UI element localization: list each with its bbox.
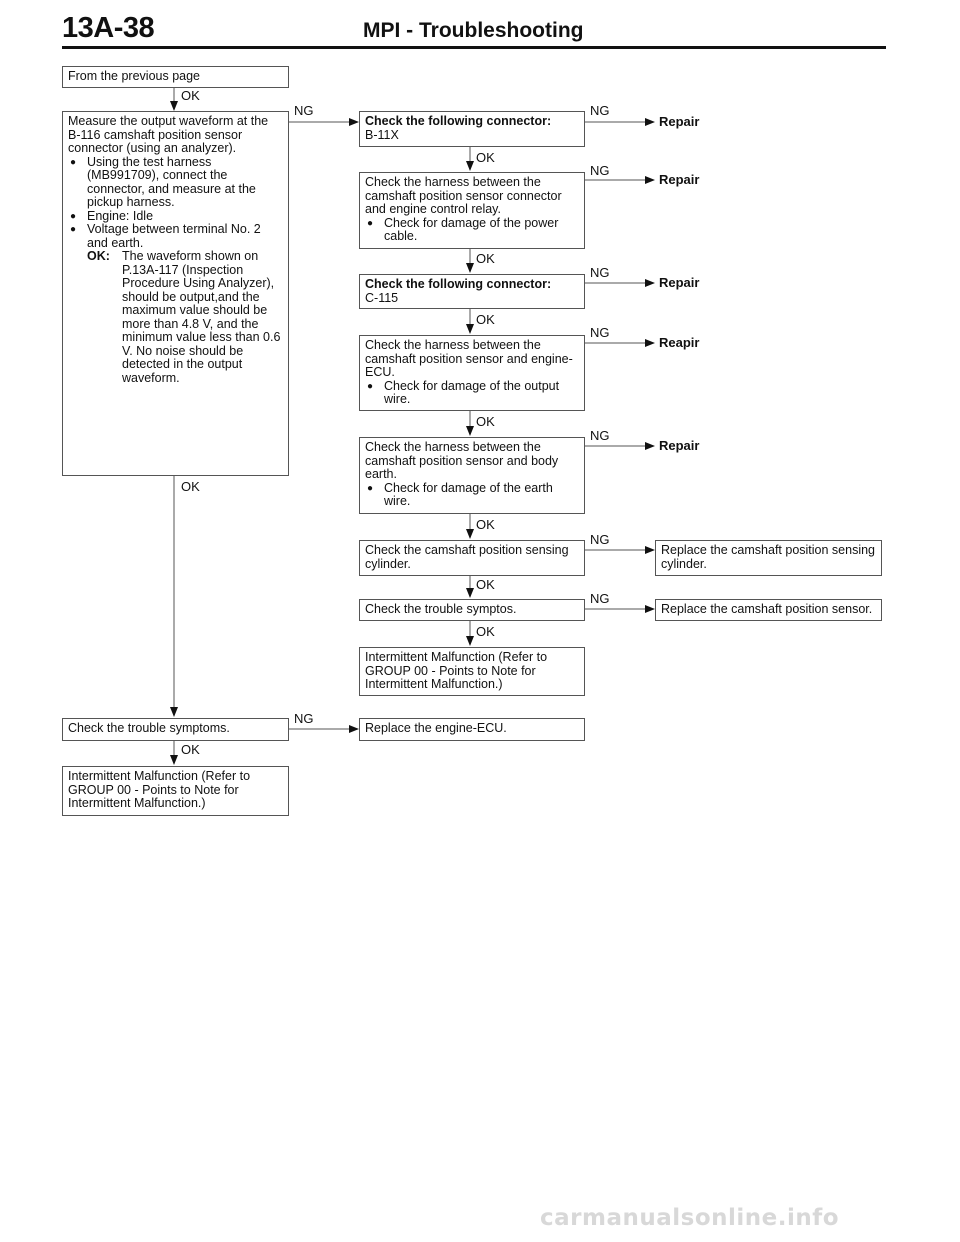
check-harness-bullet: ● Check for damage of the earth wire. <box>365 482 579 509</box>
connector-id: B-11X <box>365 127 399 142</box>
replace-engine-ecu-text: Replace the engine-ECU. <box>365 721 507 735</box>
connector-id: C-115 <box>365 290 399 305</box>
check-trouble-symptos-text: Check the trouble symptos. <box>365 602 517 616</box>
check-harness-title: Check the harness between the camshaft position sensor and engine-ECU. <box>365 338 573 379</box>
measure-waveform-bullets <box>68 156 283 251</box>
repair-result: Repair <box>659 172 700 187</box>
watermark: carmanualsonline.info <box>540 1205 840 1231</box>
measure-bullet: ● Voltage between terminal No. 2 and earth. <box>68 223 283 250</box>
measure-waveform-title: Measure the output waveform at the B-116 camshaft position sensor connector (using an analyzer). <box>68 114 269 155</box>
check-connector-c115-box <box>359 274 585 309</box>
ng-label: NG <box>294 103 314 118</box>
ng-label: NG <box>590 325 610 340</box>
ok-label: OK <box>181 479 200 494</box>
intermittent-malfunction-text: Intermittent Malfunction (Refer to GROUP 00 - Points to Note for Intermittent Malfunction.) <box>68 769 251 810</box>
repair-result: Repair <box>659 114 700 129</box>
ok-label: OK <box>476 517 495 532</box>
intermittent-malfunction-text: Intermittent Malfunction (Refer to GROUP 00 - Points to Note for Intermittent Malfunction.) <box>365 650 548 691</box>
ok-label: OK <box>181 742 200 757</box>
ok-criteria-text: The waveform shown on P.13A-117 (Inspection Procedure Using Analyzer), should be output,and the maximum value should be more than 4.8 V, and the minimum value less than 0.6 V. No noise should be detected in the output waveform. <box>122 249 281 385</box>
ok-label: OK <box>476 251 495 266</box>
check-trouble-symptoms-text: Check the trouble symptoms. <box>68 721 230 735</box>
measure-bullet: ● Using the test harness (MB991709), connect the connector, and measure at the pickup harness. <box>68 156 283 210</box>
from-previous-page-box <box>62 66 289 88</box>
ng-label: NG <box>590 265 610 280</box>
intermittent-malfunction-box-left <box>62 766 289 816</box>
check-harness-title: Check the harness between the camshaft position sensor connector and engine control relay. <box>365 175 562 216</box>
measure-bullet: ● Engine: Idle <box>68 210 283 224</box>
check-harness-bullet: ● Check for damage of the power cable. <box>365 217 579 244</box>
check-connector-title: Check the following connector: <box>365 114 552 128</box>
replace-sensor-box <box>655 599 882 621</box>
replace-sensor-text: Replace the camshaft position sensor. <box>661 602 873 616</box>
ok-label: OK <box>476 414 495 429</box>
repair-result: Repair <box>659 275 700 290</box>
ok-label: OK <box>476 150 495 165</box>
page-number: 13A-38 <box>62 12 155 44</box>
ng-label: NG <box>590 428 610 443</box>
check-connector-title: Check the following connector: <box>365 277 552 291</box>
replace-engine-ecu-box <box>359 718 585 741</box>
check-harness-ecu-box <box>359 335 585 411</box>
ok-label: OK <box>476 577 495 592</box>
from-previous-page-text: From the previous page <box>68 69 201 83</box>
check-harness-power-box <box>359 172 585 249</box>
replace-sensing-cylinder-box <box>655 540 882 576</box>
check-harness-title: Check the harness between the camshaft position sensor and body earth. <box>365 440 559 481</box>
check-sensing-cylinder-text: Check the camshaft position sensing cylinder. <box>365 543 569 571</box>
ok-criteria-label: OK: <box>87 249 110 263</box>
ng-label: NG <box>294 711 314 726</box>
repair-result: Reapir <box>659 335 700 350</box>
measure-ok-criteria <box>68 250 283 385</box>
ok-label: OK <box>476 624 495 639</box>
check-harness-earth-box <box>359 437 585 514</box>
ok-label: OK <box>181 88 200 103</box>
ng-label: NG <box>590 591 610 606</box>
check-harness-bullet: ● Check for damage of the output wire. <box>365 380 579 407</box>
ng-label: NG <box>590 532 610 547</box>
section-title: MPI - Troubleshooting <box>363 19 584 42</box>
intermittent-malfunction-box-mid <box>359 647 585 696</box>
measure-waveform-box <box>62 111 289 476</box>
replace-sensing-cylinder-text: Replace the camshaft position sensing cylinder. <box>661 543 876 571</box>
check-trouble-symptos-box <box>359 599 585 621</box>
check-sensing-cylinder-box <box>359 540 585 576</box>
check-connector-b11x-box <box>359 111 585 147</box>
ok-label: OK <box>476 312 495 327</box>
repair-result: Repair <box>659 438 700 453</box>
check-trouble-symptoms-box <box>62 718 289 741</box>
ng-label: NG <box>590 103 610 118</box>
ng-label: NG <box>590 163 610 178</box>
